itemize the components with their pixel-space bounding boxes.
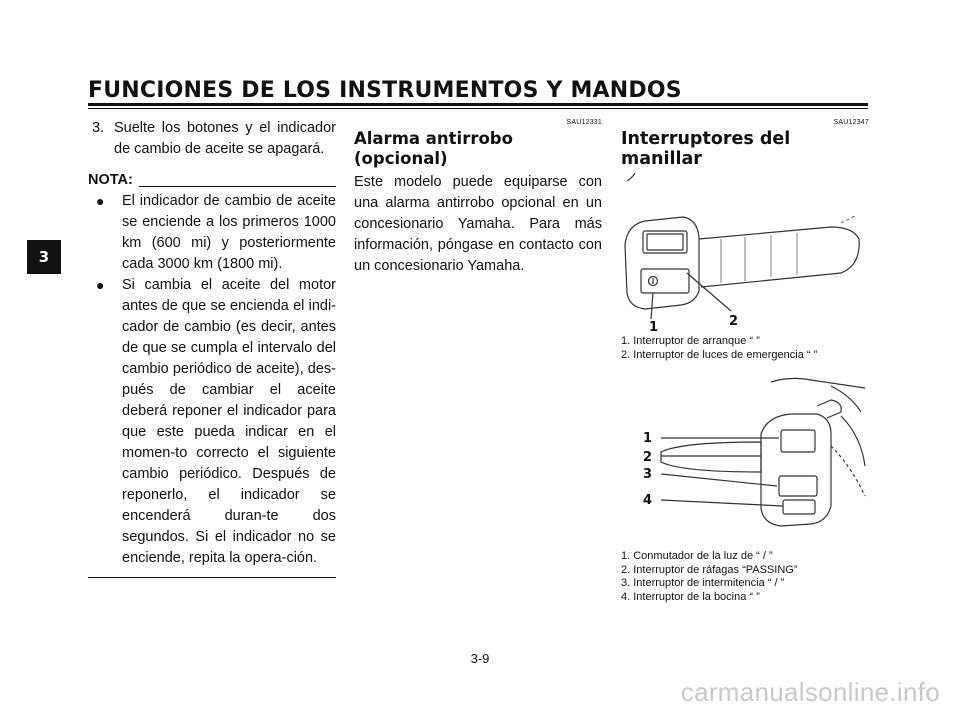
section-title: Alarma antirrobo (opcional) [354,129,513,168]
page-number: 3-9 [470,651,490,666]
column-middle [354,118,602,277]
handlebar-right-figure [621,376,869,548]
step-text: Suelte los botones y el indicador de cambio de aceite se apagará. [114,120,336,157]
figure-caption [621,335,869,362]
header-rule-thin [88,108,868,109]
callout-label: 2 [643,450,653,465]
caption-line: 1. Interruptor de arranque “ ” [621,335,760,347]
watermark: carmanualsonline.info [680,677,940,707]
column-left [88,118,336,578]
bullet-icon: ● [96,277,105,293]
callout-line [687,273,731,311]
turn-signal-switch [779,476,817,496]
caption-line: 2. Interruptor de luces de emergencia “ ” [621,348,818,361]
note-heading [88,170,336,191]
note-label: NOTA: [88,172,133,188]
note-bullet [88,275,336,569]
section-title: Interruptores del manillar [621,129,791,169]
callout-line [651,293,653,319]
figure-line [841,416,865,466]
bullet-text: Si cambia el aceite del motor antes de que se encienda el indi-cador de cambio (es decir, antes de que se cumpla el intervalo del cambio periódico de aceite), des-pués de cambiar el aceite deberá reponer el indicador para que este pueda indicar en el momen-to correcto el siguiente cambio periódico. Después de reponerlo, el indicador se encenderá duran-te dos segundos. Si el indicador no se enciende, repita la opera-ción. [122,277,336,566]
step-number: 3. [92,120,105,136]
header-rule-thick [88,103,868,106]
switch-housing-outline [761,414,831,526]
light-switch [781,430,815,452]
callout-label: 4 [643,493,653,508]
start-switch-inner [647,234,683,250]
column-right [621,118,869,604]
caption-line: 4. Interruptor de la bocina “ ” [621,590,760,603]
caption-line: 1. Conmutador de la luz de “ / ” [621,550,773,562]
figure-line [841,215,857,223]
note-end-rule [88,577,336,578]
lever-outline [771,378,865,412]
figure-line [627,173,635,181]
callout-line [661,500,783,506]
callout-label: 1 [649,320,659,333]
figure-caption [621,550,869,604]
bullet-text: El indicador de cambio de aceite se enciende a los primeros 1000 km (600 mi) y posteriormente cada 3000 km (1800 mi). [122,193,336,272]
chapter-tab: 3 [27,240,61,274]
figure-line [831,446,865,496]
horn-switch [783,500,815,514]
callout-line [661,474,777,486]
section-paragraph: Este modelo puede equiparse con una alarma antirrobo opcional en un concesionario Yamaha. Para más información, póngase en contacto con un concesionario Yamaha. [354,174,602,274]
note-rule [139,186,336,187]
handlebar-grip-outline [661,442,761,472]
bullet-icon: ● [96,193,105,209]
section-code: SAU12331 [566,119,602,126]
note-bullet [88,191,336,275]
grip-texture [721,233,797,283]
callout-label: 1 [643,431,653,446]
callout-label: 2 [729,314,739,329]
handlebar-left-figure [621,173,869,333]
handlebar-grip-outline [699,227,859,287]
step-3 [88,118,336,160]
section-code: SAU12347 [833,119,869,126]
callout-label: 3 [643,467,653,482]
caption-line: 2. Interruptor de ráfagas “PASSING” [621,563,798,576]
caption-line: 3. Interruptor de intermitencia “ / ” [621,577,785,589]
page-header-title: FUNCIONES DE LOS INSTRUMENTOS Y MANDOS [88,78,682,103]
